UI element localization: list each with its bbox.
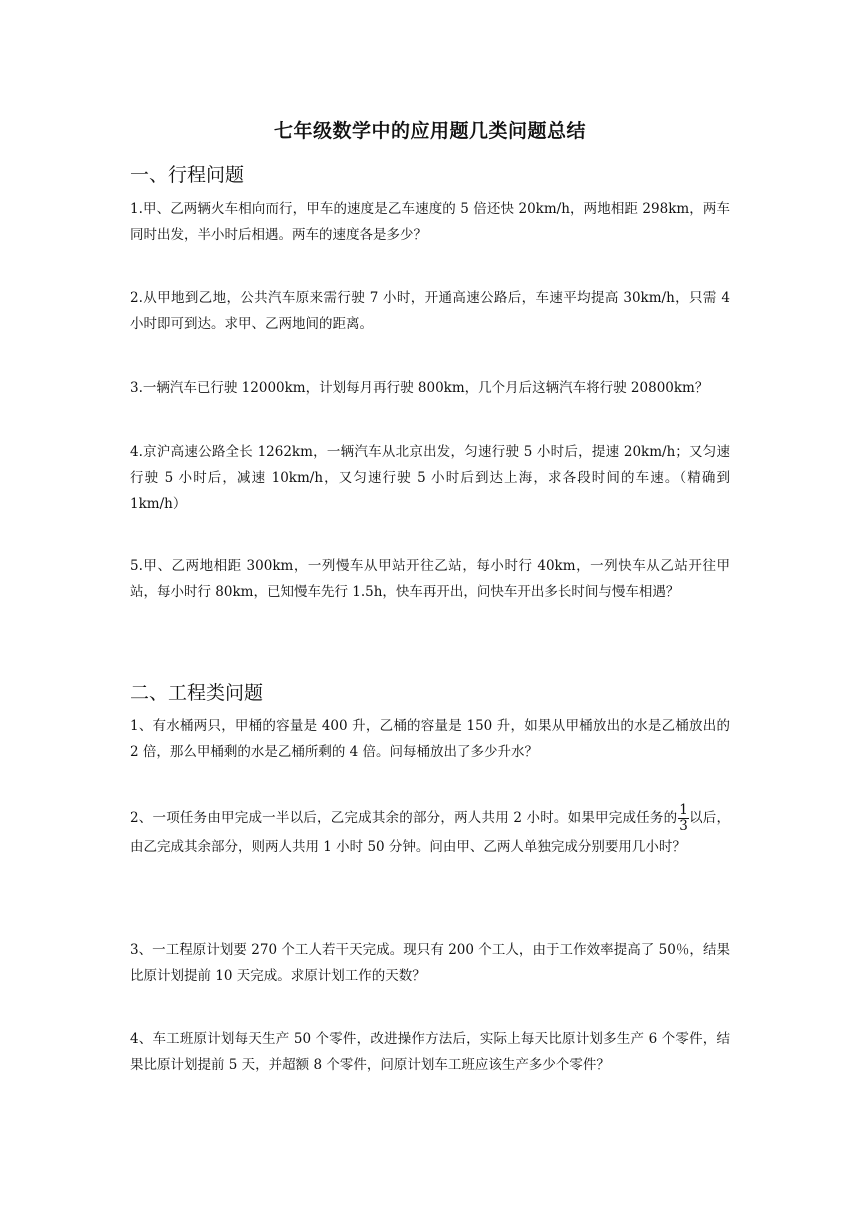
travel-problem-2: 2.从甲地到乙地，公共汽车原来需行驶 7 小时，开通高速公路后，车速平均提高 30km/h，只需 4 小时即可到达。求甲、乙两地间的距离。	[130, 290, 730, 332]
fraction-numerator: 1	[679, 802, 688, 818]
travel-problem-4: 4.京沪高速公路全长 1262km，一辆汽车从北京出发，匀速行驶 5 小时后，提速 20km/h；又匀速行驶 5 小时后，减速 10km/h，又匀速行驶 5 小时后到达上海，求各段时间的车速。（精确到 1km/h）	[130, 444, 730, 512]
work-problem-2-text-before: 2、一项任务由甲完成一半以后，乙完成其余的部分，两人共用 2 小时。如果甲完成任务的	[130, 810, 678, 826]
travel-problem-1: 1.甲、乙两辆火车相向而行，甲车的速度是乙车速度的 5 倍还快 20km/h，两地相距 298km，两车同时出发，半小时后相遇。两车的速度各是多少？	[130, 201, 730, 243]
work-problem-1: 1、有水桶两只，甲桶的容量是 400 升，乙桶的容量是 150 升，如果从甲桶放出的水是乙桶放出的 2 倍，那么甲桶剩的水是乙桶所剩的 4 倍。问每桶放出了多少升水？	[130, 718, 730, 760]
work-problem-4: 4、车工班原计划每天生产 50 个零件，改进操作方法后，实际上每天比原计划多生产 6 个零件，结果比原计划提前 5 天，并超额 8 个零件，问原计划车工班应该生产多少个零件？	[130, 1031, 730, 1073]
fraction-one-third	[678, 803, 689, 834]
travel-problem-3: 3.一辆汽车已行驶 12000km，计划每月再行驶 800km，几个月后这辆汽车将行驶 20800km？	[130, 380, 709, 396]
work-problem-2	[130, 803, 730, 860]
travel-problem-5: 5.甲、乙两地相距 300km，一列慢车从甲站开往乙站，每小时行 40km，一列快车从乙站开往甲站，每小时行 80km，已知慢车先行 1.5h，快车再开出，问快车开出多长时间与慢车相遇？	[130, 558, 730, 600]
work-problem-3: 3、一工程原计划要 270 个工人若干天完成。现只有 200 个工人，由于工作效率提高了 50％，结果比原计划提前 10 天完成。求原计划工作的天数？	[130, 942, 730, 984]
section-heading-work: 二、工程类问题	[130, 682, 264, 704]
work-problem-2-text-after: 以后，由乙完成其余部分，则两人共用 1 小时 50 分钟。问由甲、乙两人单独完成分别要用几小时？	[130, 810, 730, 855]
section-heading-travel: 一、行程问题	[130, 164, 245, 186]
fraction-denominator: 3	[679, 818, 688, 834]
document-title: 七年级数学中的应用题几类问题总结	[273, 120, 586, 142]
